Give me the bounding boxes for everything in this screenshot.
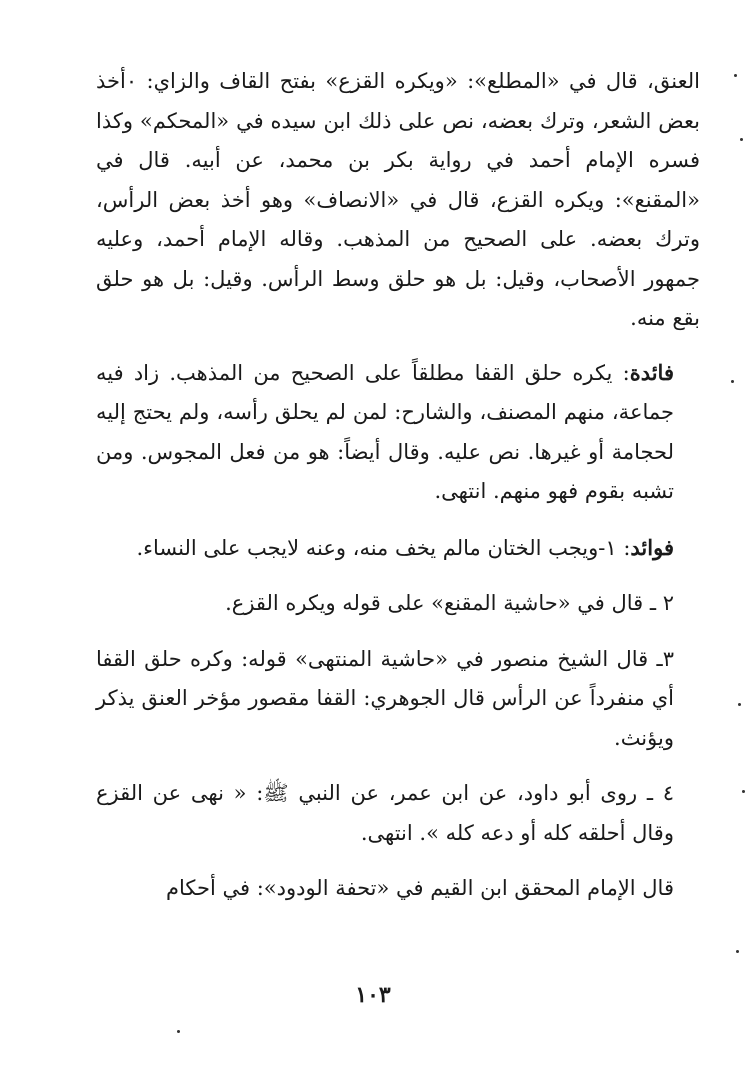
document-body xyxy=(96,62,700,909)
fawaid-item-3 xyxy=(96,640,700,759)
text-line: ويؤنث. xyxy=(614,725,674,750)
paragraph-qaza-definition xyxy=(96,62,700,339)
text-line: لحجامة أو غيرها. نص عليه. وقال أيضاً: هو من فعل المجوس. ومن xyxy=(96,439,674,464)
fawaid-item-4 xyxy=(96,774,700,853)
scan-speck xyxy=(734,74,737,77)
scan-speck xyxy=(177,1030,180,1033)
text-line: فسره الإمام أحمد في رواية بكر بن محمد، عن أبيه. قال في xyxy=(96,148,700,172)
paragraph-faida xyxy=(96,353,700,512)
text-line: ٤ ـ روى أبو داود، عن ابن عمر، عن النبي ﷺ: « نهى عن القزع xyxy=(96,781,674,805)
scan-speck xyxy=(740,138,743,141)
text-line: بعض الشعر، وترك بعضه، نص على ذلك ابن سيده في «المحكم» وكذا xyxy=(96,108,700,133)
text-line: حلق بقع منه. xyxy=(96,266,700,330)
text-line: تشبه بقوم فهو منهم. انتهى. xyxy=(434,479,674,503)
text-line: وقال أحلقه كله أو دعه كله ». انتهى. xyxy=(360,820,674,845)
text-line: وترك بعضه. على الصحيح من المذهب. وقاله الإمام أحمد، وعليه xyxy=(96,227,700,251)
text-line: ٣ـ قال الشيخ منصور في «حاشية المنتهى» قوله: وكره حلق القفا xyxy=(96,646,674,671)
text-line: العنق، قال في «المطلع»: «ويكره القزع» بفتح القاف والزاي: ٠أخذ xyxy=(96,69,700,93)
text-line: : ١-ويجب الختان مالم يخف منه، وعنه لايجب على النساء. xyxy=(136,535,631,560)
page-number: ١٠٣ xyxy=(355,982,391,1008)
fawaid-item-1 xyxy=(96,528,700,569)
faida-heading: فائدة xyxy=(629,359,674,385)
text-line: قال الإمام المحقق ابن القيم في «تحفة الودود»: في أحكام xyxy=(165,876,674,900)
text-line: : يكره حلق القفا مطلقاً على الصحيح من المذهب. زاد فيه xyxy=(96,360,630,385)
text-line: جمهور الأصحاب، وقيل: بل هو حلق وسط الرأس. وقيل: بل هو xyxy=(142,266,700,291)
fawaid-heading: فوائد xyxy=(630,534,674,560)
text-line: أي منفرداً عن الرأس قال الجوهري: القفا مقصور مؤخر العنق يذكر xyxy=(96,686,674,710)
scan-speck xyxy=(738,703,741,706)
scan-speck xyxy=(731,380,734,383)
scan-speck xyxy=(742,790,745,793)
fawaid-item-2 xyxy=(96,584,700,624)
scan-speck xyxy=(736,950,739,953)
text-line: ٢ ـ قال في «حاشية المقنع» على قوله ويكره القزع. xyxy=(225,591,674,615)
paragraph-closing xyxy=(96,869,700,909)
text-line: «المقنع»: ويكره القزع، قال في «الانصاف» وهو أخذ بعض الرأس، xyxy=(96,187,700,212)
text-line: جماعة، منهم المصنف، والشارح: لمن لم يحلق رأسه، ولم يحتج إليه xyxy=(96,400,674,424)
